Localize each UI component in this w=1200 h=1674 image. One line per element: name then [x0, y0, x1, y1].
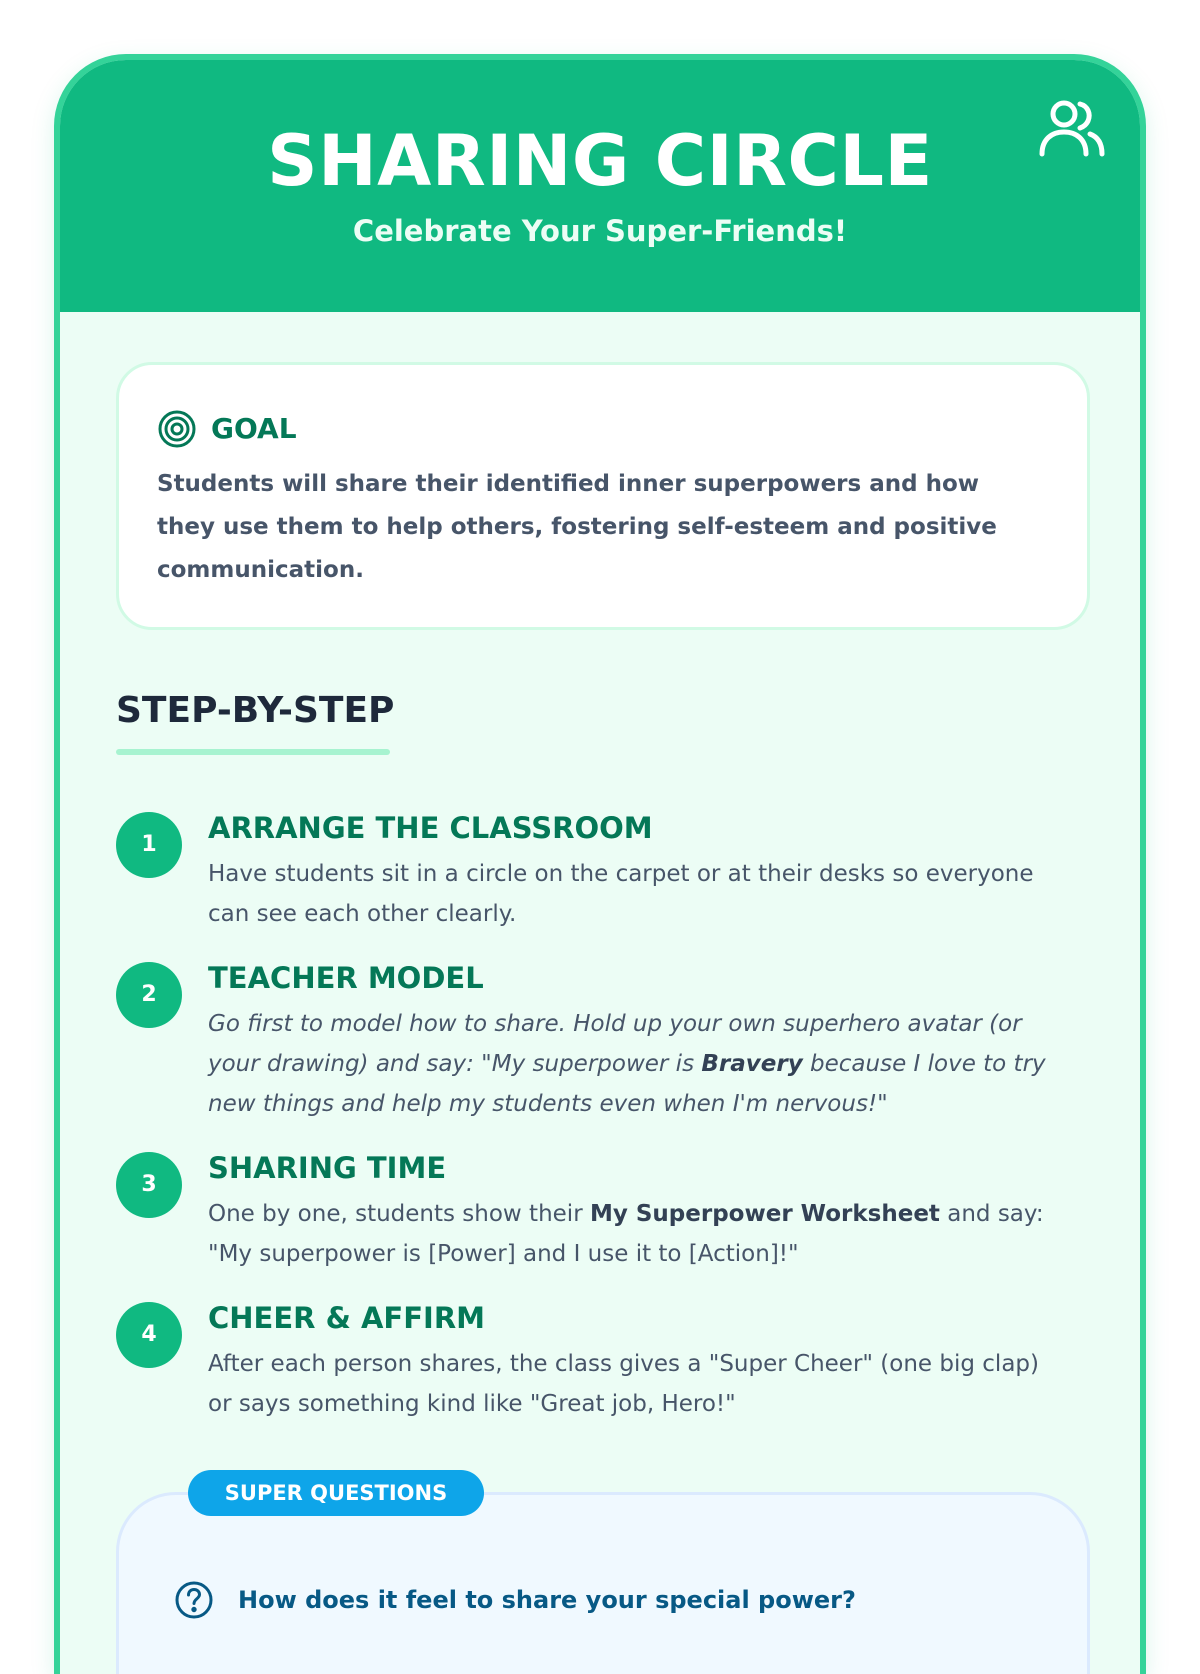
steps-section-title: STEP-BY-STEP — [116, 690, 395, 731]
sharing-circle-card — [54, 54, 1146, 1674]
step-text-part: because I love to try new things and help my students even when I'm nervous!" — [208, 1051, 1046, 1117]
step-text — [208, 1194, 1064, 1274]
step-title: TEACHER MODEL — [208, 961, 484, 995]
step-number-badge: 4 — [116, 1302, 182, 1368]
step-text — [208, 1004, 1064, 1124]
users-icon — [1036, 96, 1108, 168]
target-icon — [157, 409, 197, 449]
step-text-emphasis: My Superpower Worksheet — [589, 1201, 940, 1227]
step-number-badge: 2 — [116, 962, 182, 1028]
step-title: SHARING TIME — [208, 1151, 447, 1185]
step-text: Have students sit in a circle on the carpet or at their desks so everyone can see each other clearly. — [208, 861, 1034, 927]
step-text-emphasis: Bravery — [701, 1051, 803, 1077]
goal-title: GOAL — [211, 412, 297, 445]
step-number-badge: 1 — [116, 812, 182, 878]
step-text-part: Go first to model how to share. Hold up your own superhero avatar (or your drawing) and say: "My superpower is — [208, 1011, 1022, 1077]
step-number-badge: 3 — [116, 1152, 182, 1218]
step-text: After each person shares, the class gives a "Super Cheer" (one big clap) or says something kind like "Great job, Hero!" — [208, 1351, 1039, 1417]
header — [60, 60, 1140, 312]
step-title: CHEER & AFFIRM — [208, 1301, 486, 1335]
super-questions-badge: SUPER QUESTIONS — [188, 1470, 484, 1516]
question-item: How does it feel to share your special power? — [238, 1586, 856, 1614]
step-text-part: One by one, students show their — [208, 1201, 590, 1227]
goal-box — [116, 362, 1090, 630]
section-underline — [116, 749, 390, 755]
step-title: ARRANGE THE CLASSROOM — [208, 811, 653, 845]
question-circle-icon — [174, 1580, 214, 1620]
step-text-part: and say: "My superpower is [Power] and I use it to [Action]!" — [208, 1201, 1044, 1267]
page-title: SHARING CIRCLE — [267, 120, 933, 202]
page-subtitle: Celebrate Your Super-Friends! — [352, 214, 848, 248]
goal-text: Students will share their identified inner superpowers and how they use them to help others, fostering self-esteem and positive communication. — [157, 471, 997, 583]
